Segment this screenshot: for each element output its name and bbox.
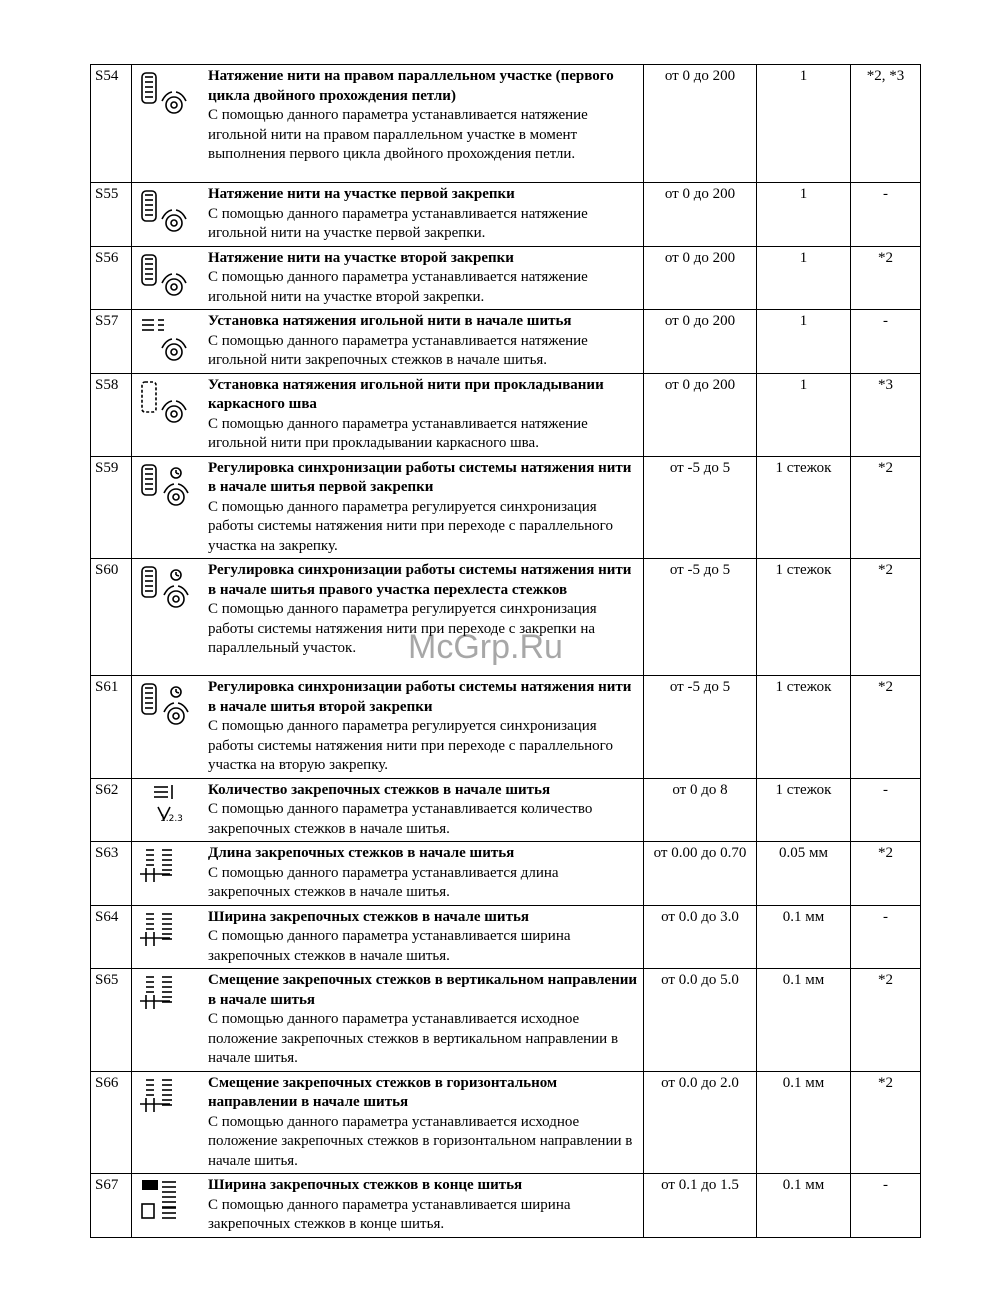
parameter-note: - bbox=[851, 1174, 921, 1238]
parameter-code: S58 bbox=[91, 373, 132, 456]
parameter-text: С помощью данного параметра устанавливается натяжение игольной нити при прокладывании каркасного шва. bbox=[208, 415, 588, 451]
parameter-step: 1 bbox=[757, 373, 851, 456]
parameter-code: S55 bbox=[91, 183, 132, 247]
parameter-text: С помощью данного параметра устанавливается исходное положение закрепочных стежков в вертикальном направлении в начале шитья. bbox=[208, 1011, 619, 1066]
parameter-description bbox=[132, 246, 644, 310]
parameter-title: Натяжение нити на правом параллельном участке (первого цикла двойного прохождения петли) bbox=[208, 68, 614, 104]
parameter-note: - bbox=[851, 778, 921, 842]
parameter-text: С помощью данного параметра устанавливается натяжение игольной нити на участке первой закрепки. bbox=[208, 205, 588, 241]
parameter-text: С помощью данного параметра устанавливается натяжение игольной нити на участке второй закрепки. bbox=[208, 269, 588, 305]
parameter-range: от 0.0 до 2.0 bbox=[644, 1071, 757, 1174]
parameter-title: Натяжение нити на участке второй закрепки bbox=[208, 249, 514, 266]
table-row bbox=[91, 456, 921, 559]
table-row bbox=[91, 676, 921, 779]
parameter-text: С помощью данного параметра устанавливается ширина закрепочных стежков в начале шитья. bbox=[208, 928, 571, 964]
watermark: McGrp.Ru bbox=[408, 628, 563, 666]
table-row bbox=[91, 373, 921, 456]
parameter-code: S62 bbox=[91, 778, 132, 842]
parameter-range: от 0 до 8 bbox=[644, 778, 757, 842]
parameter-code: S66 bbox=[91, 1071, 132, 1174]
parameter-text: С помощью данного параметра устанавливается натяжение игольной нити на правом параллельном участке в момент выполнения первого цикла двойного прохождения петли. bbox=[208, 107, 588, 162]
start-bartack-width-icon bbox=[136, 908, 208, 966]
tension-timing-second-bartack-icon bbox=[136, 678, 208, 736]
parameter-note: *2 bbox=[851, 246, 921, 310]
start-bartack-vertical-offset-icon bbox=[136, 971, 208, 1029]
svg-text:1.2.3: 1.2.3 bbox=[160, 813, 183, 824]
parameter-title: Установка натяжения игольной нити при прокладывании каркасного шва bbox=[208, 376, 604, 412]
parameter-range: от 0.00 до 0.70 bbox=[644, 842, 757, 906]
parameter-text: С помощью данного параметра устанавливается исходное положение закрепочных стежков в горизонтальном направлении в начале шитья. bbox=[208, 1113, 633, 1169]
parameter-code: S56 bbox=[91, 246, 132, 310]
parameter-title: Регулировка синхронизации работы системы натяжения нити в начале шитья первой закрепки bbox=[208, 459, 632, 495]
parameter-text: С помощью данного параметра регулируется синхронизация работы системы натяжения нити при переходе с закрепки на параллельный участок. bbox=[208, 601, 597, 656]
parameter-code: S54 bbox=[91, 65, 132, 183]
parameter-note: *2 bbox=[851, 559, 921, 676]
parameter-note: *2 bbox=[851, 842, 921, 906]
parameter-note: *2 bbox=[851, 969, 921, 1072]
parameter-description bbox=[132, 969, 644, 1072]
parameter-step: 1 стежок bbox=[757, 676, 851, 779]
parameter-note: *3 bbox=[851, 373, 921, 456]
parameter-step: 1 bbox=[757, 246, 851, 310]
end-bartack-width-icon bbox=[136, 1176, 208, 1234]
parameter-code: S65 bbox=[91, 969, 132, 1072]
parameter-range: от 0.1 до 1.5 bbox=[644, 1174, 757, 1238]
first-bartack-thread-tension-icon bbox=[136, 185, 208, 243]
start-bartack-length-icon bbox=[136, 844, 208, 902]
parameter-step: 1 bbox=[757, 310, 851, 374]
parameter-text: С помощью данного параметра устанавливается ширина закрепочных стежков в конце шитья. bbox=[208, 1196, 571, 1232]
parameter-note: *2 bbox=[851, 1071, 921, 1174]
parameter-title: Установка натяжения игольной нити в начале шитья bbox=[208, 313, 572, 329]
parameter-range: от 0 до 200 bbox=[644, 310, 757, 374]
parameter-description bbox=[132, 559, 644, 676]
parameter-description bbox=[132, 373, 644, 456]
table-row bbox=[91, 65, 921, 183]
table-row bbox=[91, 842, 921, 906]
table-row bbox=[91, 1071, 921, 1174]
parameter-step: 0.1 мм bbox=[757, 1071, 851, 1174]
parameter-text: С помощью данного параметра устанавливается натяжение игольной нити закрепочных стежков в начале шитья. bbox=[208, 332, 588, 368]
parameter-code: S67 bbox=[91, 1174, 132, 1238]
parameter-text: С помощью данного параметра регулируется синхронизация работы системы натяжения нити при переходе с параллельного участка на вторую закрепку. bbox=[208, 718, 613, 773]
table-row bbox=[91, 310, 921, 374]
parameter-range: от 0.0 до 3.0 bbox=[644, 905, 757, 969]
parameter-title: Смещение закрепочных стежков в вертикальном направлении в начале шитья bbox=[208, 972, 638, 1008]
parameter-description bbox=[132, 65, 644, 183]
parameter-step: 1 стежок bbox=[757, 559, 851, 676]
parameter-note: - bbox=[851, 905, 921, 969]
tension-timing-first-bartack-icon bbox=[136, 459, 208, 517]
parameter-title: Регулировка синхронизации работы системы натяжения нити в начале шитья второй закрепки bbox=[208, 679, 632, 715]
parameter-title: Натяжение нити на участке первой закрепки bbox=[208, 186, 515, 202]
parameter-title: Регулировка синхронизации работы системы натяжения нити в начале шитья правого участка перехлеста стежков bbox=[208, 562, 632, 598]
parameter-note: *2 bbox=[851, 676, 921, 779]
parameter-step: 0.1 мм bbox=[757, 905, 851, 969]
parameter-note: - bbox=[851, 183, 921, 247]
parameter-step: 0.1 мм bbox=[757, 1174, 851, 1238]
second-bartack-thread-tension-icon bbox=[136, 249, 208, 307]
parameter-note: *2 bbox=[851, 456, 921, 559]
parameter-description bbox=[132, 310, 644, 374]
parameter-code: S63 bbox=[91, 842, 132, 906]
start-bartack-count-icon bbox=[136, 781, 208, 839]
parameter-text: С помощью данного параметра устанавливается количество закрепочных стежков в начале шитья. bbox=[208, 801, 593, 837]
parameter-text: С помощью данного параметра регулируется синхронизация работы системы натяжения нити при переходе с параллельного участка на закрепку. bbox=[208, 498, 613, 554]
start-bartack-horizontal-offset-icon bbox=[136, 1074, 208, 1132]
parameter-code: S61 bbox=[91, 676, 132, 779]
parameter-description bbox=[132, 676, 644, 779]
parameter-step: 1 bbox=[757, 183, 851, 247]
table-row bbox=[91, 778, 921, 842]
parameter-note: - bbox=[851, 310, 921, 374]
tension-timing-right-overlock-icon bbox=[136, 561, 208, 619]
parameter-range: от 0 до 200 bbox=[644, 65, 757, 183]
parameter-code: S64 bbox=[91, 905, 132, 969]
parameter-range: от -5 до 5 bbox=[644, 559, 757, 676]
table-row bbox=[91, 969, 921, 1072]
parameter-code: S59 bbox=[91, 456, 132, 559]
parameter-range: от 0.0 до 5.0 bbox=[644, 969, 757, 1072]
parameter-description bbox=[132, 905, 644, 969]
parameter-range: от -5 до 5 bbox=[644, 456, 757, 559]
parameter-range: от 0 до 200 bbox=[644, 373, 757, 456]
parameter-range: от -5 до 5 bbox=[644, 676, 757, 779]
gimp-seam-tension-icon bbox=[136, 376, 208, 434]
parameter-note: *2, *3 bbox=[851, 65, 921, 183]
table-row bbox=[91, 183, 921, 247]
parameter-range: от 0 до 200 bbox=[644, 246, 757, 310]
parameter-title: Ширина закрепочных стежков в конце шитья bbox=[208, 1177, 523, 1193]
parameter-code: S60 bbox=[91, 559, 132, 676]
table-row bbox=[91, 1174, 921, 1238]
parameter-description bbox=[132, 183, 644, 247]
parameter-step: 1 стежок bbox=[757, 778, 851, 842]
table-row bbox=[91, 905, 921, 969]
table-row bbox=[91, 246, 921, 310]
parameter-title: Смещение закрепочных стежков в горизонтальном направлении в начале шитья bbox=[208, 1074, 558, 1110]
parameter-step: 0.1 мм bbox=[757, 969, 851, 1072]
parameter-step: 1 стежок bbox=[757, 456, 851, 559]
parameter-step: 1 bbox=[757, 65, 851, 183]
parameter-description bbox=[132, 778, 644, 842]
parallel-left-thread-tension-icon bbox=[136, 67, 208, 125]
parameter-code: S57 bbox=[91, 310, 132, 374]
parameter-range: от 0 до 200 bbox=[644, 183, 757, 247]
parameter-text: С помощью данного параметра устанавливается длина закрепочных стежков в начале шитья. bbox=[208, 864, 559, 900]
parameter-description bbox=[132, 1071, 644, 1174]
parameter-title: Количество закрепочных стежков в начале шитья bbox=[208, 781, 551, 798]
start-bartack-tension-icon bbox=[136, 312, 208, 370]
parameter-step: 0.05 мм bbox=[757, 842, 851, 906]
parameter-title: Ширина закрепочных стежков в начале шитья bbox=[208, 908, 529, 925]
parameter-description bbox=[132, 456, 644, 559]
parameter-description bbox=[132, 1174, 644, 1238]
parameter-title: Длина закрепочных стежков в начале шитья bbox=[208, 845, 515, 861]
parameter-description bbox=[132, 842, 644, 906]
